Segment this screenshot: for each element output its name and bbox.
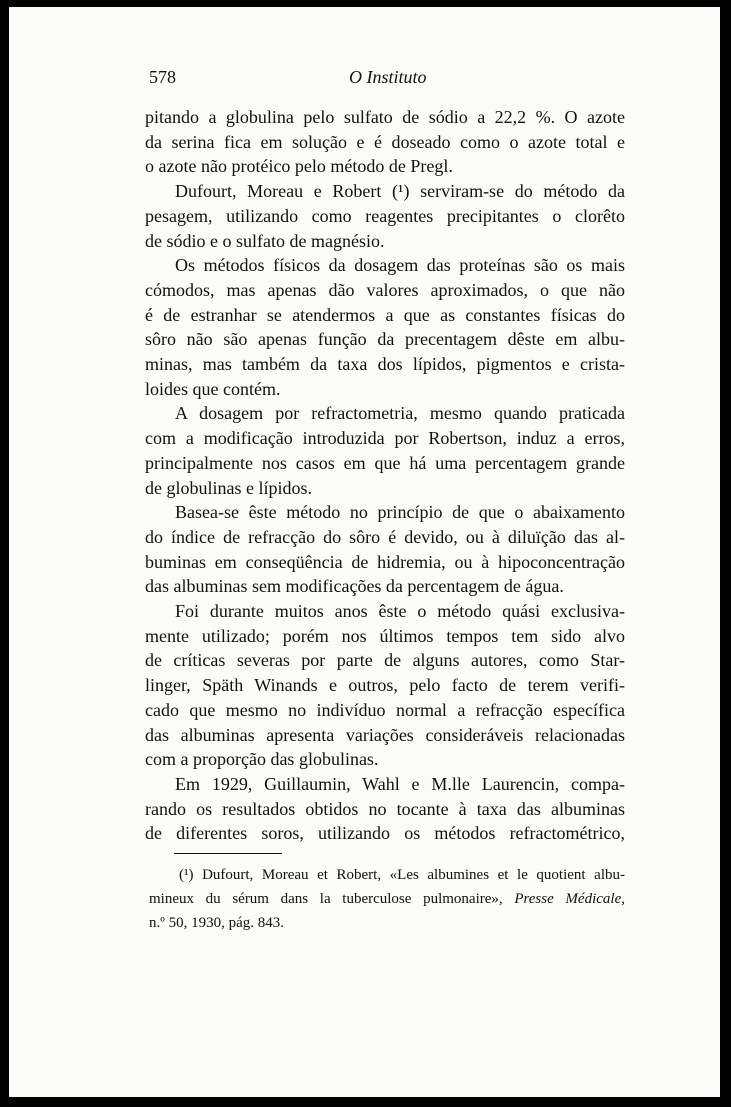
journal-title: Presse Médicale, <box>514 891 625 907</box>
text-line: das albuminas sem modificações da percentagem de água. <box>145 576 564 597</box>
text-line: linger, Späth Winands e outros, pelo facto de terem verifi- <box>145 675 625 696</box>
paragraph <box>145 500 625 599</box>
text-line: de sódio e o sulfato de magnésio. <box>145 230 385 251</box>
book-page <box>9 7 720 1097</box>
paragraph <box>145 401 625 500</box>
text-line: da serina fica em solução e é doseado como o azote total e <box>145 131 625 152</box>
text-line: de globulinas e lípidos. <box>145 477 312 498</box>
footnote-line <box>149 887 625 911</box>
text-line: Os métodos físicos da dosagem das proteínas são os mais <box>175 255 625 276</box>
text-line: Foi durante muitos anos êste o método quási exclusiva- <box>175 601 625 622</box>
footnote-line: n.º 50, 1930, pág. 843. <box>149 915 285 931</box>
footnote-line-text: mineux du sérum dans la tuberculose pulmonaire», <box>149 891 515 907</box>
text-line: Em 1929, Guillaumin, Wahl e M.lle Laurencin, compa- <box>175 773 625 794</box>
text-line: o azote não protéico pelo método de Pregl. <box>145 156 453 177</box>
text-line: de diferentes soros, utilizando os métodos refractométrico, <box>145 823 625 844</box>
paragraph <box>145 599 625 772</box>
text-line: mente utilizado; porém nos últimos tempos tem sido alvo <box>145 625 625 646</box>
text-line: buminas em conseqüência de hidremia, ou à hipoconcentração <box>145 551 625 572</box>
text-line: cómodos, mas apenas dão valores aproximados, o que não <box>145 279 625 300</box>
text-line: de críticas severas por parte de alguns autores, como Star- <box>145 650 625 671</box>
body-text <box>145 105 625 846</box>
text-line: com a proporção das globulinas. <box>145 749 379 770</box>
footnote-line: (¹) Dufourt, Moreau et Robert, «Les albumines et le quotient albu- <box>179 867 625 883</box>
page-number: 578 <box>149 67 176 87</box>
text-line: minas, mas também da taxa dos lípidos, pigmentos e crista- <box>145 354 625 375</box>
text-line: principalmente nos casos em que há uma percentagem grande <box>145 452 625 473</box>
running-title: O Instituto <box>349 67 427 87</box>
text-line: das albuminas apresenta variações consideráveis relacionadas <box>145 724 625 745</box>
text-line: sôro não são apenas função da precentagem dêste em albu- <box>145 329 625 350</box>
paragraph <box>145 772 625 846</box>
text-line: rando os resultados obtidos no tocante à taxa das albuminas <box>145 798 625 819</box>
text-line: Dufourt, Moreau e Robert (¹) serviram-se do método da <box>175 181 625 202</box>
paragraph <box>145 105 625 179</box>
text-line: do índice de refracção do sôro é devido, ou à diluïção das al- <box>145 526 625 547</box>
page-header <box>149 65 629 95</box>
text-line: é de estranhar se atendermos a que as constantes físicas do <box>145 304 625 325</box>
text-line: com a modificação introduzida por Robertson, induz a erros, <box>145 428 625 449</box>
text-line: pesagem, utilizando como reagentes precipitantes o clorêto <box>145 205 625 226</box>
text-line: cado que mesmo no indivíduo normal a refracção específica <box>145 699 625 720</box>
text-line: Basea-se êste método no princípio de que o abaixamento <box>175 502 625 523</box>
text-line: loides que contém. <box>145 378 281 399</box>
paragraph <box>145 179 625 253</box>
text-line: A dosagem por refractometria, mesmo quando praticada <box>175 403 625 424</box>
footnote <box>149 863 625 935</box>
paragraph <box>145 253 625 401</box>
text-line: pitando a globulina pelo sulfato de sódio a 22,2 %. O azote <box>145 107 625 127</box>
footnote-rule <box>174 853 282 854</box>
